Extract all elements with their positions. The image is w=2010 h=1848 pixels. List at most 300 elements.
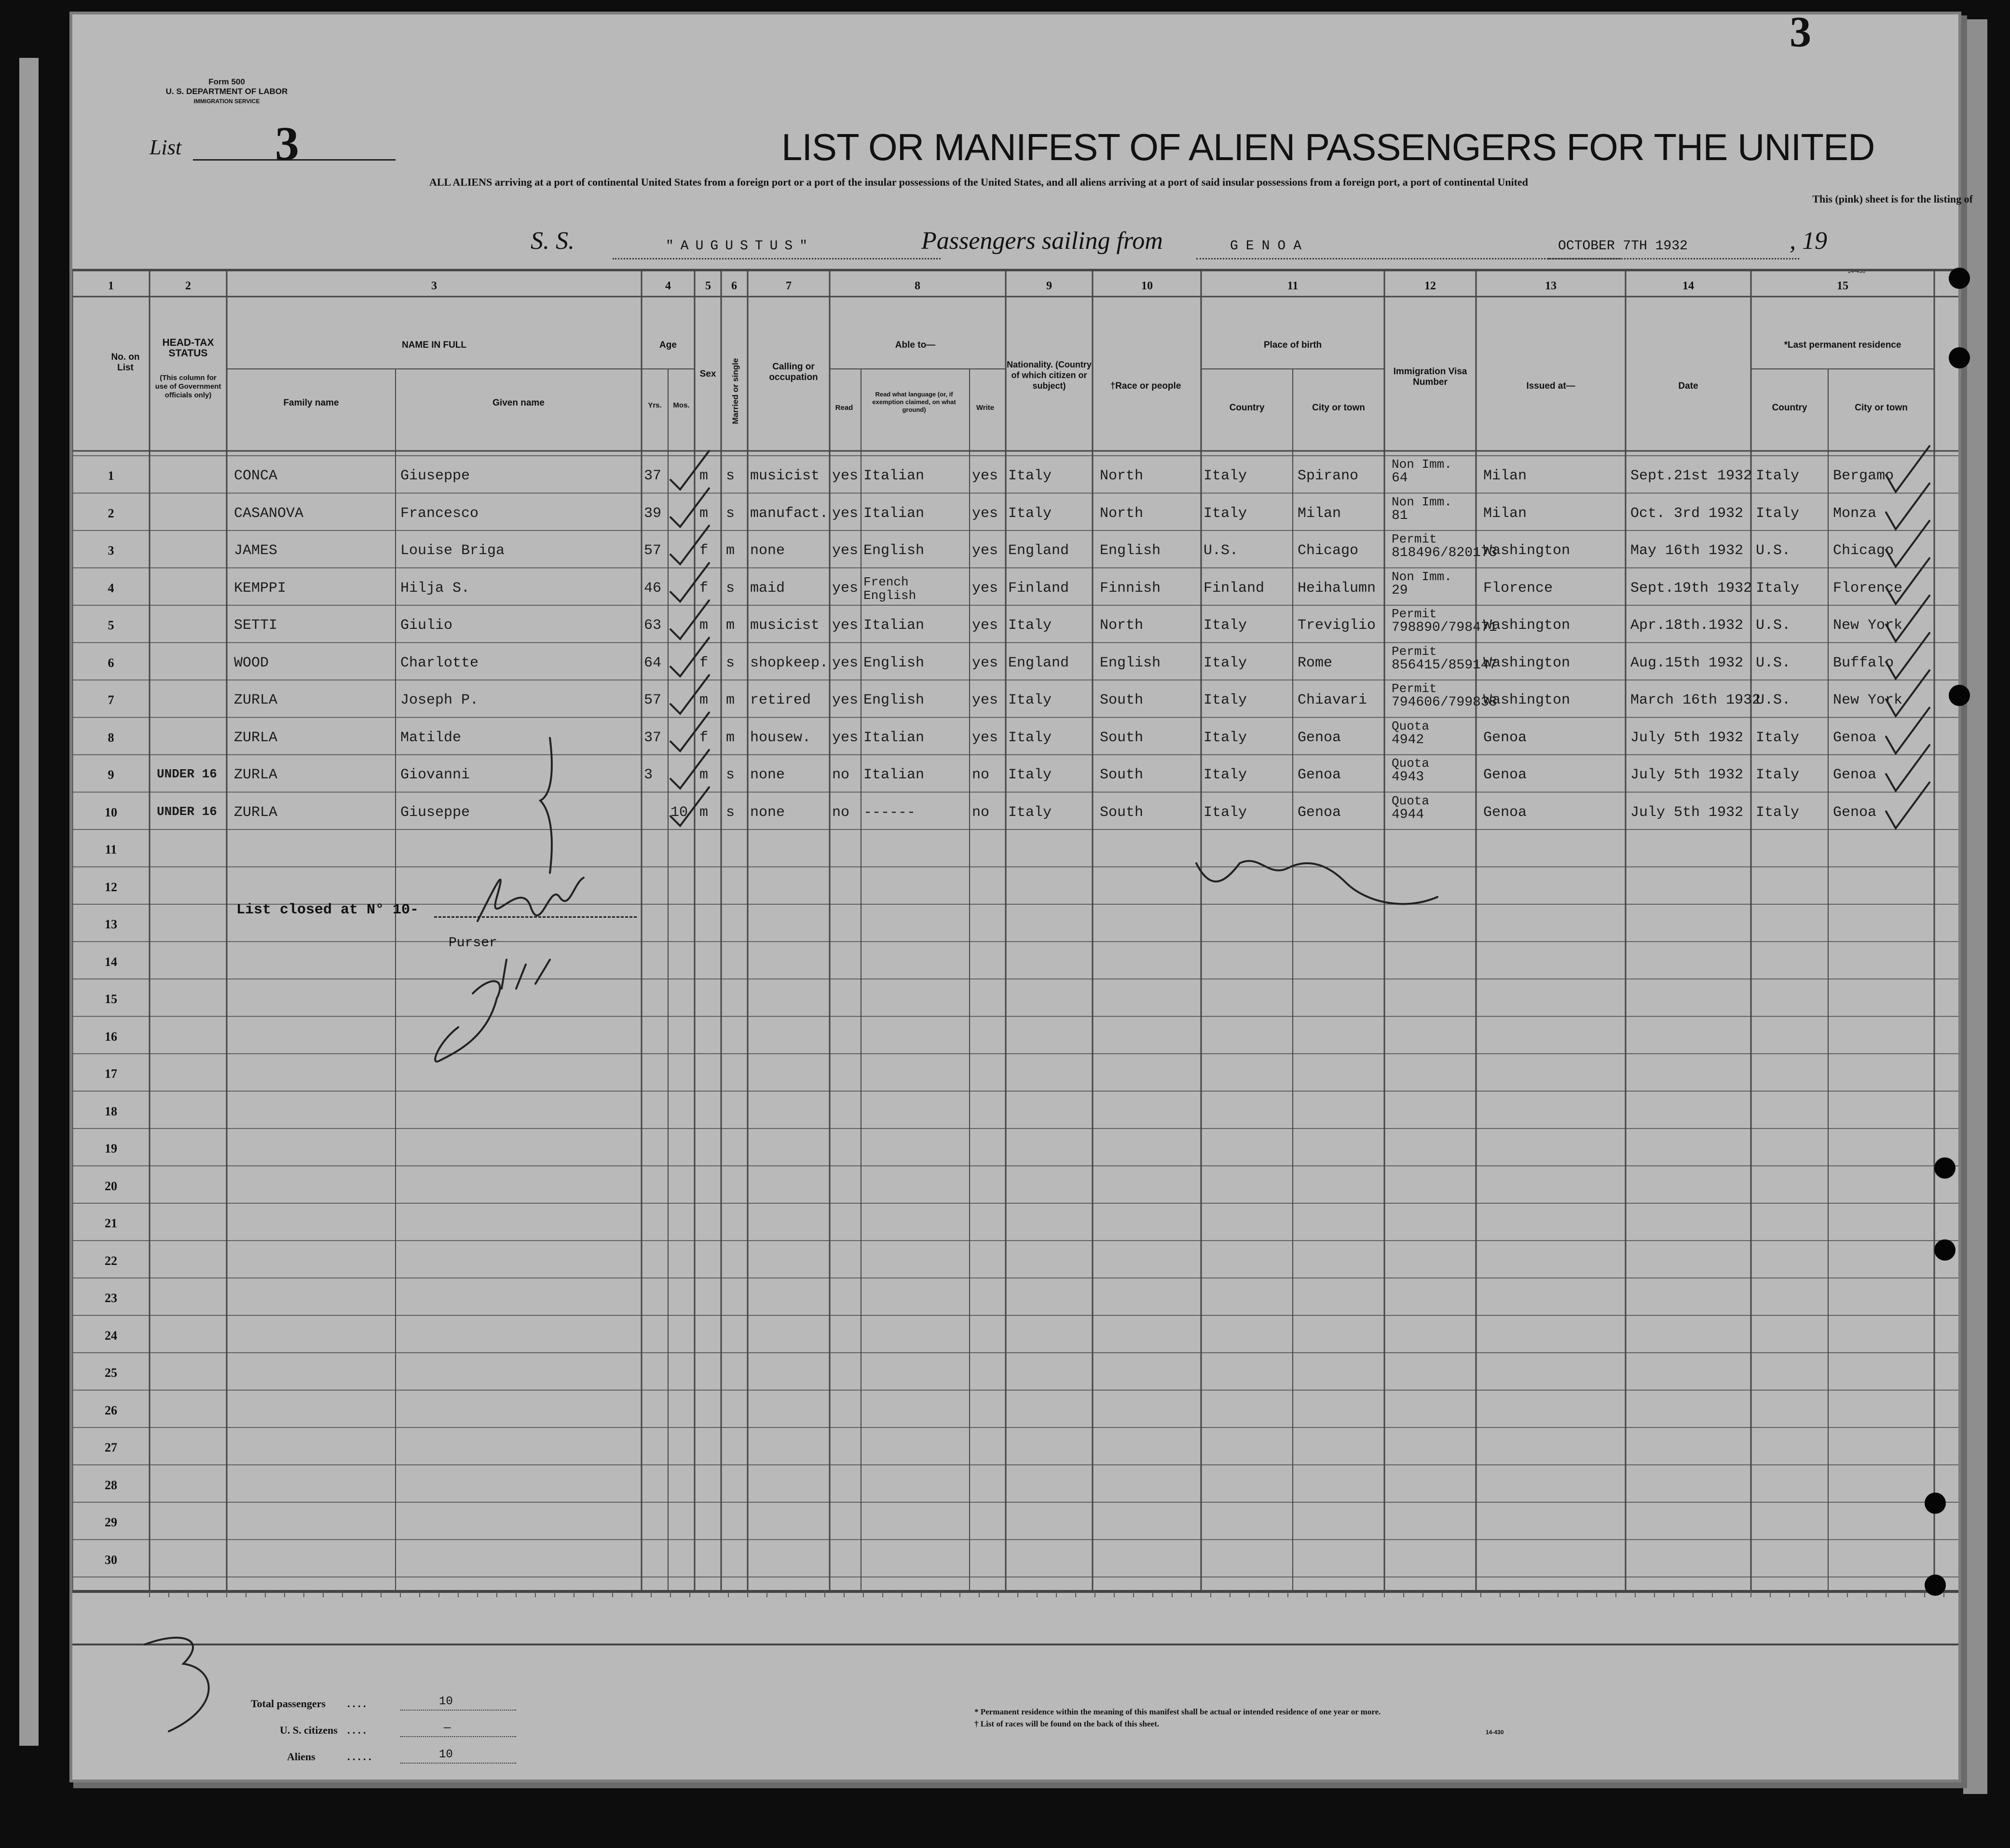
sailing-label: Passengers sailing from xyxy=(921,227,1163,255)
birth-city: Genoa xyxy=(1298,804,1341,821)
row-number: 5 xyxy=(108,618,114,632)
punch-hole xyxy=(1949,268,1970,289)
row-number: 13 xyxy=(105,917,117,931)
row-number: 7 xyxy=(108,693,114,707)
column-number: 7 xyxy=(786,280,792,292)
column-number: 15 xyxy=(1837,280,1848,292)
marital-status: m xyxy=(726,692,735,708)
residence-country: Italy xyxy=(1756,580,1800,597)
row-number: 24 xyxy=(105,1328,117,1343)
table-grid xyxy=(72,14,1958,1780)
marital-status: s xyxy=(726,468,735,484)
race: Finnish xyxy=(1100,580,1161,597)
can-write: yes xyxy=(972,617,998,634)
row-number: 21 xyxy=(105,1216,117,1230)
occupation: none xyxy=(750,804,785,821)
header-nationality: Nationality. (Country of which citizen or subject) xyxy=(1007,360,1092,391)
occupation: manufact. xyxy=(750,505,829,522)
given-name: Charlotte xyxy=(400,654,479,671)
sex: f xyxy=(699,654,709,671)
row-number: 11 xyxy=(105,842,117,856)
subtitle-2: This (pink) sheet is for the listing of xyxy=(1812,193,1973,205)
residence-country: Italy xyxy=(1756,468,1800,484)
birth-country: Finland xyxy=(1203,580,1265,597)
issued-at: Milan xyxy=(1483,505,1527,522)
row-number: 20 xyxy=(105,1179,117,1193)
birth-city: Milan xyxy=(1298,505,1341,522)
birth-country: U.S. xyxy=(1203,543,1239,559)
given-name: Giuseppe xyxy=(400,468,470,484)
residence-city: Buffalo xyxy=(1833,654,1894,671)
residence-country: U.S. xyxy=(1756,543,1791,559)
column-number: 1 xyxy=(108,280,114,292)
list-closed-line xyxy=(434,916,637,918)
birth-country: Italy xyxy=(1203,729,1247,746)
header-date: Date xyxy=(1678,381,1698,391)
issued-at: Washington xyxy=(1483,692,1571,708)
family-name: CASANOVA xyxy=(234,505,304,522)
residence-city: Genoa xyxy=(1833,804,1877,821)
sex: f xyxy=(699,543,709,559)
department: U. S. DEPARTMENT OF LABOR xyxy=(165,87,288,96)
row-number: 10 xyxy=(105,805,117,819)
row-number: 29 xyxy=(105,1515,117,1529)
family-name: JAMES xyxy=(234,543,278,559)
visa-date: Sept.19th 1932 xyxy=(1630,580,1752,597)
issued-at: Genoa xyxy=(1483,729,1527,746)
visa-number: 29 xyxy=(1392,583,1408,598)
residence-country: Italy xyxy=(1756,804,1800,821)
visa-date: July 5th 1932 xyxy=(1630,804,1744,821)
header-res-country: Country xyxy=(1772,403,1807,413)
header-birth-city: City or town xyxy=(1312,403,1365,413)
family-name: ZURLA xyxy=(234,767,278,783)
can-write: yes xyxy=(972,468,998,484)
row-number: 6 xyxy=(108,655,114,670)
birth-country: Italy xyxy=(1203,505,1247,522)
row-number: 23 xyxy=(105,1291,117,1305)
read-language: French English xyxy=(863,574,916,603)
age-years: 46 xyxy=(644,580,662,597)
age-years: 63 xyxy=(644,617,662,634)
row-number: 2 xyxy=(108,506,114,520)
sex: m xyxy=(699,468,709,484)
age-years: 57 xyxy=(644,692,662,708)
age-years: 64 xyxy=(644,654,662,671)
visa-number: 81 xyxy=(1392,508,1408,523)
form-code: 14-430 xyxy=(1847,268,1866,274)
row-number: 3 xyxy=(108,544,114,557)
sex: m xyxy=(699,692,709,708)
residence-city: Bergamo xyxy=(1833,468,1894,484)
residence-country: Italy xyxy=(1756,729,1800,746)
race: South xyxy=(1100,692,1144,708)
citizens-line xyxy=(400,1736,516,1737)
birth-city: Chiavari xyxy=(1298,692,1367,708)
column-number: 8 xyxy=(915,280,920,292)
visa-number: 818496/820173 xyxy=(1392,545,1497,560)
occupation: retired xyxy=(750,692,811,708)
given-name: Giulio xyxy=(400,617,453,634)
head-tax: UNDER 16 xyxy=(157,804,217,819)
sail-date: OCTOBER 7TH 1932 xyxy=(1558,239,1688,254)
can-write: no xyxy=(972,767,990,783)
occupation: musicist xyxy=(750,617,820,634)
given-name: Hilja S. xyxy=(400,580,470,597)
header-married: Married or single xyxy=(731,358,740,424)
birth-city: Genoa xyxy=(1298,767,1341,783)
occupation: none xyxy=(750,543,785,559)
family-name: ZURLA xyxy=(234,729,278,746)
residence-city: New York xyxy=(1833,692,1903,708)
read-language: English xyxy=(863,692,925,708)
birth-city: Rome xyxy=(1298,654,1333,671)
header-birth-country: Country xyxy=(1229,403,1265,413)
list-label: List xyxy=(150,136,182,159)
total-passengers-value: 10 xyxy=(439,1695,453,1708)
read-language: Italian xyxy=(863,729,925,746)
can-read: yes xyxy=(832,654,859,671)
race: South xyxy=(1100,729,1144,746)
column-number: 13 xyxy=(1545,280,1557,292)
visa-type: Quota xyxy=(1392,756,1430,771)
form-number: Form 500 xyxy=(208,77,245,86)
row-number: 26 xyxy=(105,1403,117,1417)
manifest-sheet xyxy=(72,8,1973,1780)
column-number: 6 xyxy=(731,280,737,292)
residence-country: U.S. xyxy=(1756,654,1791,671)
issued-at: Washington xyxy=(1483,617,1571,634)
column-number: 2 xyxy=(185,280,191,292)
total-dots: . . . . xyxy=(347,1698,366,1710)
family-name: ZURLA xyxy=(234,804,278,821)
birth-city: Chicago xyxy=(1298,543,1359,559)
marital-status: m xyxy=(726,617,735,634)
given-name: Joseph P. xyxy=(400,692,479,708)
row-number: 9 xyxy=(108,768,114,782)
ship-name: "AUGUSTUS" xyxy=(666,239,815,254)
read-language: Italian xyxy=(863,505,925,522)
column-number: 4 xyxy=(665,280,671,292)
aliens-dots: . . . . . xyxy=(347,1751,371,1763)
column-number: 11 xyxy=(1287,280,1299,292)
punch-hole xyxy=(1934,1239,1955,1261)
issued-at: Milan xyxy=(1483,468,1527,484)
read-language: Italian xyxy=(863,468,925,484)
visa-type: Permit xyxy=(1392,681,1437,696)
row-number: 8 xyxy=(108,730,114,745)
head-tax: UNDER 16 xyxy=(157,767,217,781)
header-read-language: Read what language (or, if exemption claimed, on what ground) xyxy=(872,391,956,413)
read-language: Italian xyxy=(863,767,925,783)
given-name: Giovanni xyxy=(400,767,470,783)
footer-code: 14-430 xyxy=(1486,1729,1504,1736)
given-name: Louise Briga xyxy=(400,543,505,559)
can-write: yes xyxy=(972,654,998,671)
issued-at: Washington xyxy=(1483,654,1571,671)
visa-number: 4942 xyxy=(1392,732,1424,747)
nationality: Italy xyxy=(1008,804,1052,821)
family-name: ZURLA xyxy=(234,692,278,708)
visa-date: July 5th 1932 xyxy=(1630,729,1744,746)
birth-country: Italy xyxy=(1203,692,1247,708)
age-years: 39 xyxy=(644,505,662,522)
header-res-city: City or town xyxy=(1855,403,1908,413)
row-number: 19 xyxy=(105,1141,117,1155)
race: English xyxy=(1100,543,1161,559)
issued-at: Genoa xyxy=(1483,804,1527,821)
nationality: England xyxy=(1008,654,1069,671)
family-name: SETTI xyxy=(234,617,278,634)
row-number: 18 xyxy=(105,1104,117,1118)
column-number: 5 xyxy=(705,280,711,292)
issued-at: Florence xyxy=(1483,580,1553,597)
birth-country: Italy xyxy=(1203,767,1247,783)
visa-type: Non Imm. xyxy=(1392,494,1452,509)
row-number: 17 xyxy=(105,1067,117,1081)
sheet-edge-left xyxy=(19,58,39,1746)
visa-type: Permit xyxy=(1392,644,1437,659)
header-no-on-list: No. on List xyxy=(111,352,140,373)
given-name: Giuseppe xyxy=(400,804,470,821)
family-name: CONCA xyxy=(234,468,278,484)
header-calling: Calling or occupation xyxy=(769,362,818,382)
visa-date: Oct. 3rd 1932 xyxy=(1630,505,1744,522)
visa-date: Apr.18th.1932 xyxy=(1630,617,1744,634)
birth-city: Genoa xyxy=(1298,729,1341,746)
marital-status: s xyxy=(726,767,735,783)
column-number: 14 xyxy=(1682,280,1694,292)
can-read: yes xyxy=(832,543,859,559)
header-race: †Race or people xyxy=(1110,381,1181,391)
visa-type: Non Imm. xyxy=(1392,457,1452,472)
punch-hole xyxy=(1949,685,1970,706)
header-place-of-birth: Place of birth xyxy=(1263,340,1322,350)
header-visa: Immigration Visa Number xyxy=(1393,367,1467,387)
visa-type: Permit xyxy=(1392,607,1437,621)
punch-hole xyxy=(1925,1575,1946,1596)
race: North xyxy=(1100,505,1144,522)
visa-date: Sept.21st 1932 xyxy=(1630,468,1752,484)
aliens-line xyxy=(400,1763,516,1764)
sex: m xyxy=(699,767,709,783)
header-issued-at: Issued at— xyxy=(1526,381,1575,391)
sex: f xyxy=(699,580,709,597)
race: North xyxy=(1100,617,1144,634)
can-write: yes xyxy=(972,729,998,746)
aliens-value: 10 xyxy=(439,1748,453,1761)
age-years: 3 xyxy=(644,767,653,783)
age-years: 57 xyxy=(644,543,662,559)
nationality: Italy xyxy=(1008,505,1052,522)
service: IMMIGRATION SERVICE xyxy=(193,98,260,105)
race: South xyxy=(1100,804,1144,821)
can-read: yes xyxy=(832,692,859,708)
marital-status: s xyxy=(726,654,735,671)
visa-number: 794606/799838 xyxy=(1392,695,1497,710)
given-name: Francesco xyxy=(400,505,479,522)
can-read: no xyxy=(832,767,850,783)
age-years: 37 xyxy=(644,468,662,484)
age-years: 37 xyxy=(644,729,662,746)
can-read: yes xyxy=(832,580,859,597)
citizens-dots: . . . . xyxy=(347,1724,366,1736)
birth-city: Heihalumn xyxy=(1298,580,1376,597)
header-yrs: Yrs. xyxy=(648,401,662,409)
residence-country: U.S. xyxy=(1756,692,1791,708)
row-number: 1 xyxy=(108,469,114,483)
can-read: yes xyxy=(832,617,859,634)
birth-country: Italy xyxy=(1203,468,1247,484)
sex: m xyxy=(699,617,709,634)
residence-city: Monza xyxy=(1833,505,1877,522)
family-name: WOOD xyxy=(234,654,269,671)
visa-date: March 16th 1932 xyxy=(1630,692,1761,708)
us-citizens-label: U. S. citizens xyxy=(280,1724,338,1736)
row-number: 4 xyxy=(108,581,114,595)
residence-country: U.S. xyxy=(1756,617,1791,634)
visa-type: Quota xyxy=(1392,793,1430,808)
subtitle-1: ALL ALIENS arriving at a port of continental United States from a foreign port or a port of the insular possessions of the United States, and all aliens arriving at a port of said insular possessions from a foreign port, a port of continental United xyxy=(429,176,1528,188)
can-write: yes xyxy=(972,543,998,559)
read-language: ------ xyxy=(863,804,916,821)
can-write: no xyxy=(972,804,990,821)
row-number: 16 xyxy=(105,1029,117,1044)
race: English xyxy=(1100,654,1161,671)
can-read: yes xyxy=(832,729,859,746)
header-mos: Mos. xyxy=(673,401,690,409)
family-name: KEMPPI xyxy=(234,580,287,597)
visa-type: Non Imm. xyxy=(1392,569,1452,584)
occupation: housew. xyxy=(750,729,811,746)
purser-label: Purser xyxy=(449,936,497,951)
birth-city: Spirano xyxy=(1298,468,1359,484)
occupation: musicist xyxy=(750,468,820,484)
header-given-name: Given name xyxy=(492,398,545,408)
nationality: Italy xyxy=(1008,468,1052,484)
total-line xyxy=(400,1710,516,1711)
race: South xyxy=(1100,767,1144,783)
residence-city: Florence xyxy=(1833,580,1903,597)
visa-number: 798890/798471 xyxy=(1392,620,1497,635)
header-family-name: Family name xyxy=(283,398,339,408)
can-write: yes xyxy=(972,505,998,522)
race: North xyxy=(1100,468,1144,484)
nationality: Italy xyxy=(1008,617,1052,634)
can-read: yes xyxy=(832,505,859,522)
occupation: shopkeep. xyxy=(750,654,829,671)
residence-country: Italy xyxy=(1756,767,1800,783)
marital-status: m xyxy=(726,543,735,559)
footnote-races: † List of races will be found on the back of this sheet. xyxy=(974,1719,1159,1728)
read-language: English xyxy=(863,654,925,671)
nationality: Italy xyxy=(1008,692,1052,708)
visa-date: May 16th 1932 xyxy=(1630,543,1744,559)
header-name-in-full: NAME IN FULL xyxy=(401,340,467,350)
read-language: Italian xyxy=(863,617,925,634)
row-number: 22 xyxy=(105,1253,117,1268)
visa-type: Permit xyxy=(1392,532,1437,546)
list-number: 3 xyxy=(275,117,299,170)
can-write: yes xyxy=(972,692,998,708)
nationality: Italy xyxy=(1008,767,1052,783)
marital-status: s xyxy=(726,580,735,597)
list-closed: List closed at N° 10- xyxy=(236,902,419,918)
aliens-label: Aliens xyxy=(287,1751,315,1763)
birth-country: Italy xyxy=(1203,617,1247,634)
visa-number: 64 xyxy=(1392,471,1408,486)
punch-hole xyxy=(1925,1493,1946,1514)
header-sex: Sex xyxy=(699,369,716,379)
visa-date: July 5th 1932 xyxy=(1630,767,1744,783)
header-last-residence: *Last permanent residence xyxy=(1784,340,1901,350)
total-passengers-label: Total passengers xyxy=(251,1698,326,1710)
sex: m xyxy=(699,804,709,821)
manifest-title: LIST OR MANIFEST OF ALIEN PASSENGERS FOR THE UNITED xyxy=(781,126,1875,168)
row-number: 28 xyxy=(105,1478,117,1492)
can-write: yes xyxy=(972,580,998,597)
marital-status: s xyxy=(726,804,735,821)
birth-city: Treviglio xyxy=(1298,617,1376,634)
row-number: 15 xyxy=(105,992,117,1006)
birth-country: Italy xyxy=(1203,654,1247,671)
ship-label: S. S. xyxy=(531,227,574,255)
column-number: 9 xyxy=(1046,280,1052,292)
port-name: GENOA xyxy=(1230,239,1310,254)
header-head-tax-note: (This column for use of Government officials only) xyxy=(155,374,221,399)
punch-hole xyxy=(1949,347,1970,368)
visa-date: Aug.15th 1932 xyxy=(1630,654,1744,671)
header-age: Age xyxy=(659,340,677,350)
residence-city: Chicago xyxy=(1833,543,1894,559)
residence-country: Italy xyxy=(1756,505,1800,522)
residence-city: New York xyxy=(1833,617,1903,634)
occupation: none xyxy=(750,767,785,783)
issued-at: Washington xyxy=(1483,543,1571,559)
visa-number: 4944 xyxy=(1392,807,1424,822)
header-head-tax: HEAD-TAX STATUS xyxy=(162,337,214,359)
row-number: 12 xyxy=(105,880,117,894)
nationality: England xyxy=(1008,543,1069,559)
year-label: , 19 xyxy=(1790,227,1827,255)
residence-city: Genoa xyxy=(1833,729,1877,746)
column-number: 10 xyxy=(1141,280,1153,292)
column-number: 12 xyxy=(1424,280,1436,292)
header-read: Read xyxy=(835,404,853,412)
occupation: maid xyxy=(750,580,785,597)
row-number: 25 xyxy=(105,1366,117,1380)
row-number: 30 xyxy=(105,1552,117,1567)
age-months: 10 xyxy=(670,804,688,821)
header-able-to: Able to— xyxy=(895,340,936,350)
residence-city: Genoa xyxy=(1833,767,1877,783)
corner-list-number: 3 xyxy=(1790,8,1811,56)
nationality: Italy xyxy=(1008,729,1052,746)
header-write: Write xyxy=(976,404,995,412)
read-language: English xyxy=(863,543,925,559)
sex: m xyxy=(699,505,709,522)
footnote-residence: * Permanent residence within the meaning of this manifest shall be actual or intended residence of one year or more. xyxy=(974,1707,1381,1716)
visa-number: 856415/859147 xyxy=(1392,657,1497,673)
birth-country: Italy xyxy=(1203,804,1247,821)
row-number: 27 xyxy=(105,1440,117,1454)
sex: f xyxy=(699,729,709,746)
marital-status: s xyxy=(726,505,735,522)
given-name: Matilde xyxy=(400,729,462,746)
visa-type: Quota xyxy=(1392,719,1430,734)
nationality: Finland xyxy=(1008,580,1069,597)
us-citizens-value: — xyxy=(444,1722,451,1735)
